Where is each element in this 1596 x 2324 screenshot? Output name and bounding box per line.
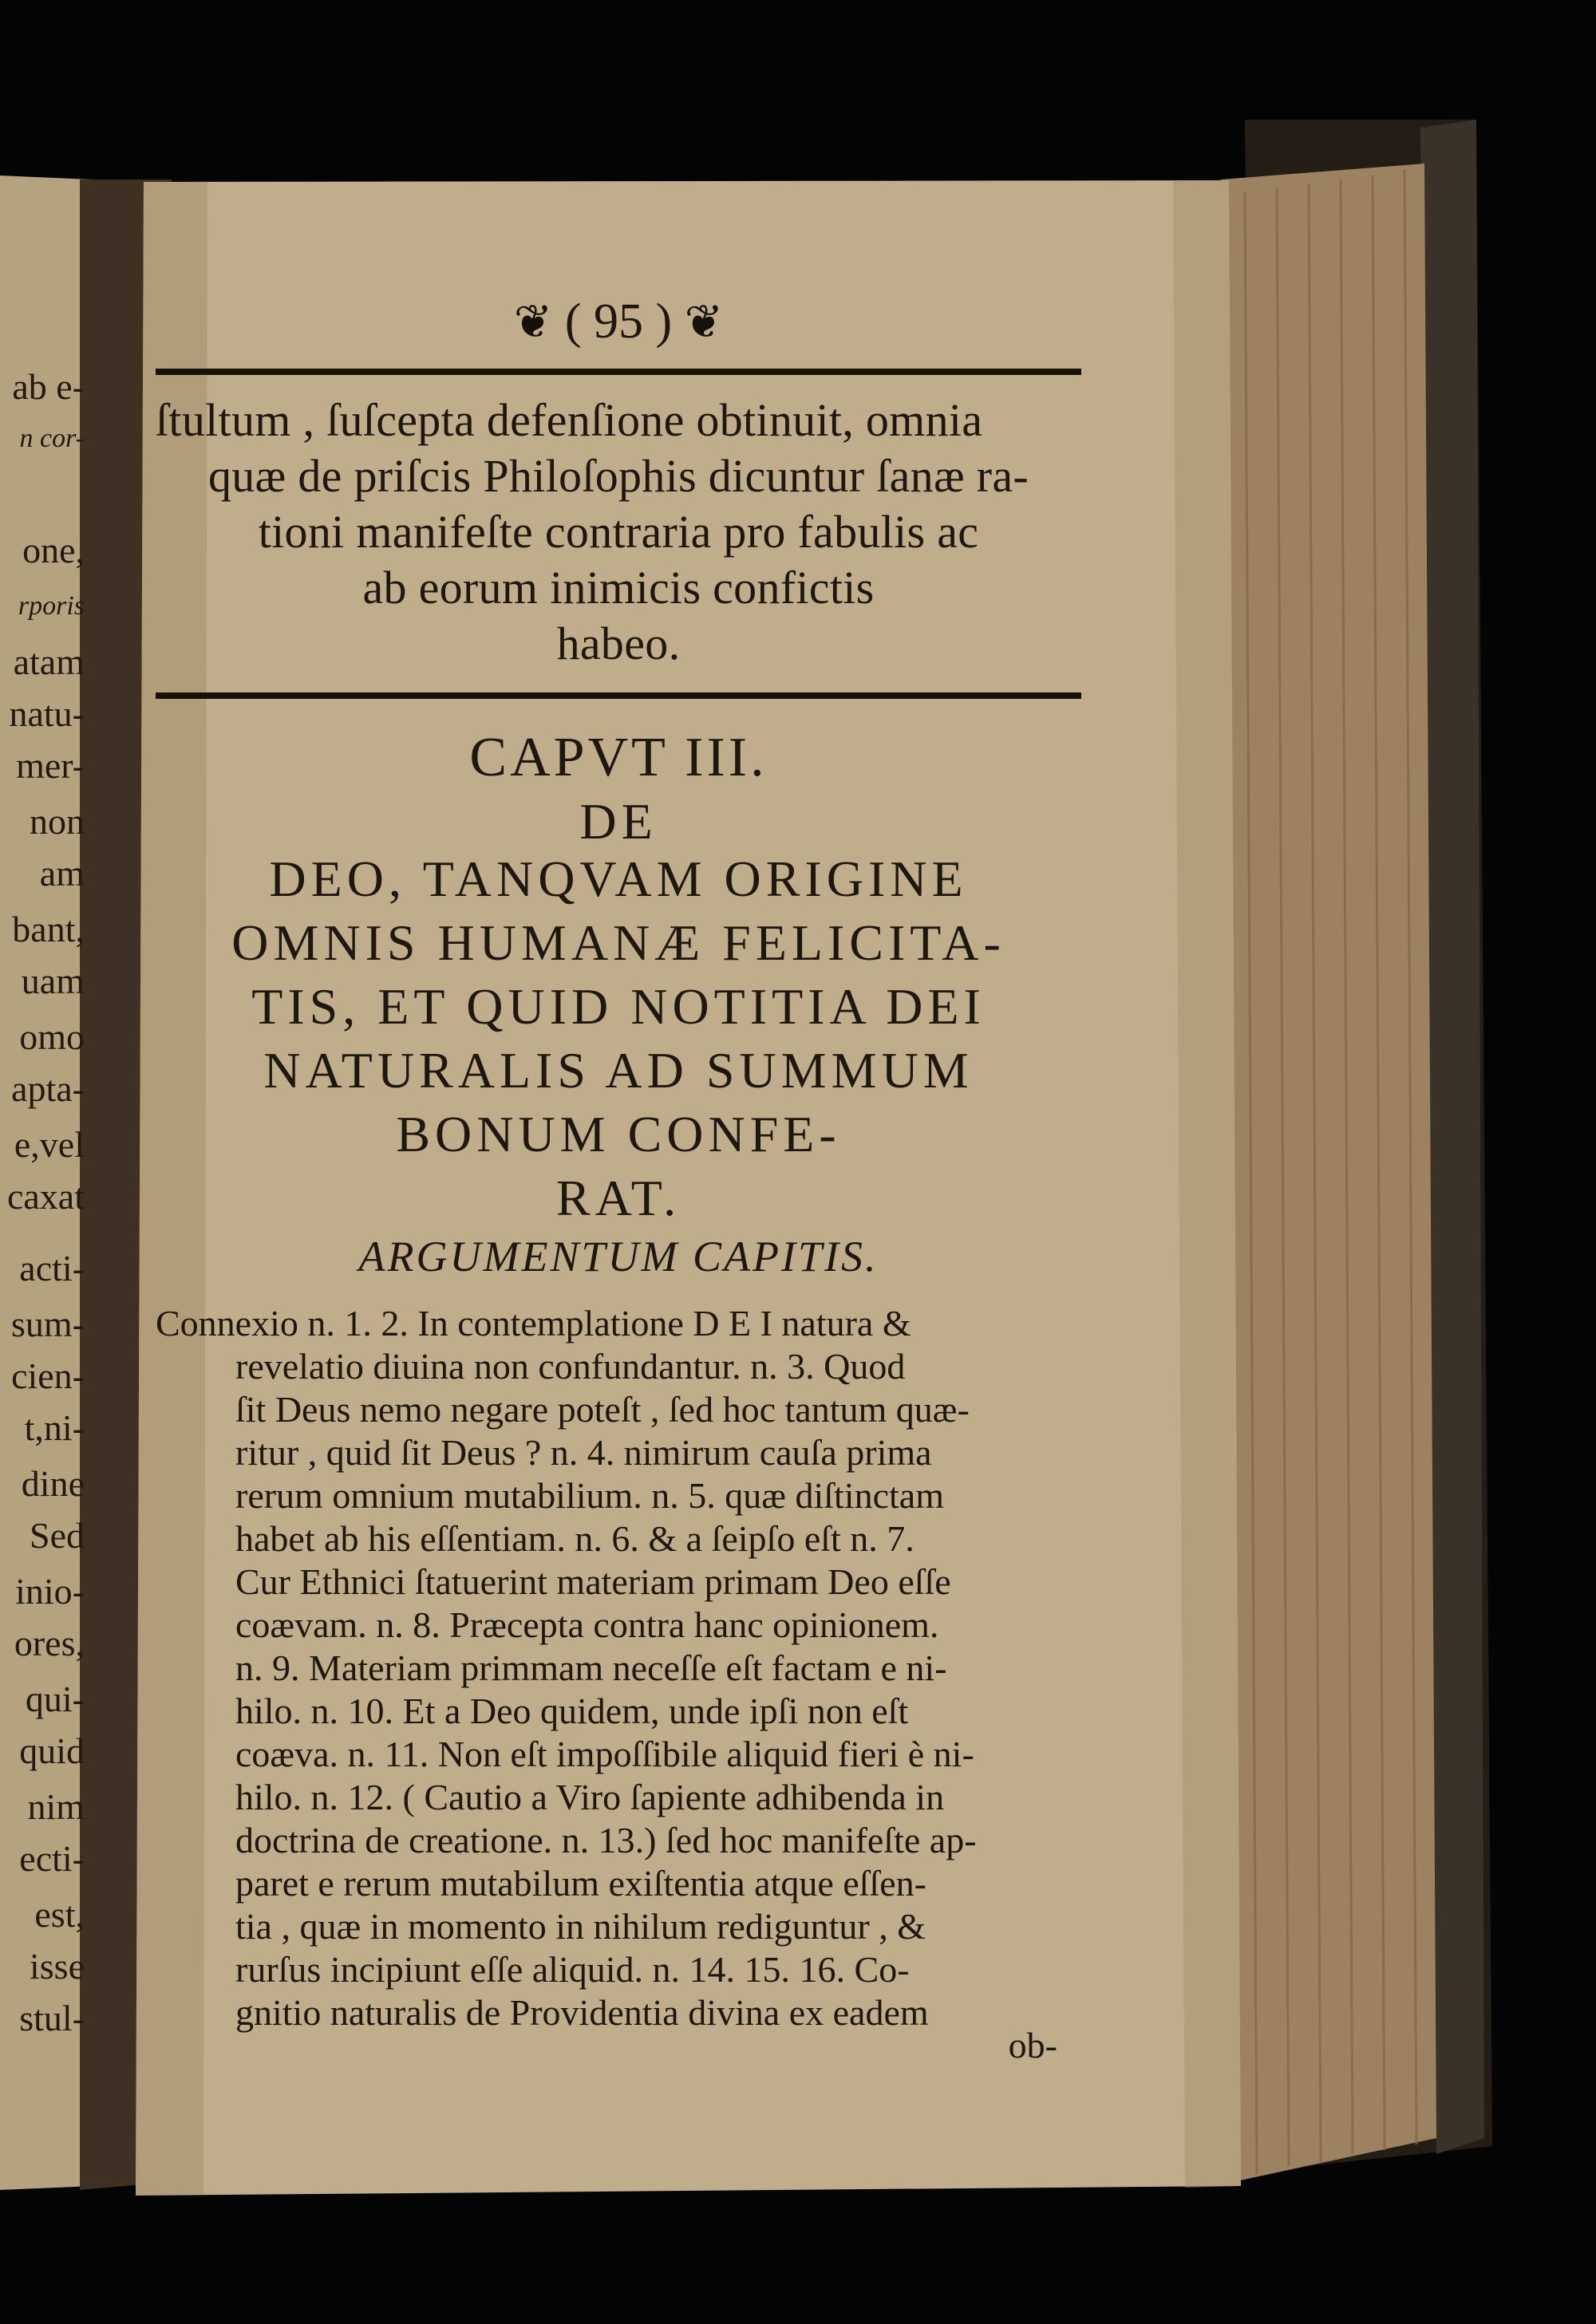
left-page-fragment: apta- bbox=[11, 1068, 85, 1109]
left-page-fragment: one, bbox=[22, 530, 85, 570]
argument-line: n. 9. Materiam primmam neceſſe eſt factam e ni- bbox=[235, 1647, 947, 1688]
left-page-fragment: natu- bbox=[9, 693, 85, 734]
argument-line: Cur Ethnici ſtatuerint materiam primam Deo eſſe bbox=[235, 1561, 951, 1602]
argument-line: rerum omnium mutabilium. n. 5. quæ diſtinctam bbox=[235, 1475, 944, 1516]
left-page-fragment: omo bbox=[19, 1016, 85, 1057]
page-number: ( 95 ) bbox=[564, 294, 673, 349]
left-page-fragment: est, bbox=[34, 1894, 85, 1935]
left-page-fragment: e,vel bbox=[14, 1124, 85, 1165]
left-page-fragment: cien- bbox=[11, 1355, 85, 1396]
argument-line: tia , quæ in momento in nihilum rediguntur , & bbox=[235, 1906, 926, 1947]
chapter-title-line-1: DEO, TANQVAM ORIGINE bbox=[269, 850, 968, 907]
book-page bbox=[156, 271, 1081, 2082]
left-page-fragment: acti- bbox=[19, 1248, 85, 1288]
top-rule bbox=[156, 369, 1081, 375]
chapter-title-line-2: OMNIS HUMANÆ FELICITA- bbox=[231, 914, 1005, 971]
left-page-fragment: nim bbox=[27, 1786, 85, 1827]
right-ornament-icon: ❦ bbox=[684, 296, 724, 348]
chapter-title-line-4: NATURALIS AD SUMMUM bbox=[263, 1042, 974, 1099]
argument-line: gnitio naturalis de Providentia divina ex eadem bbox=[235, 1992, 929, 2033]
left-page-fragment: ab e- bbox=[12, 366, 85, 407]
chapter-title-line-3: TIS, ET QUID NOTITIA DEI bbox=[251, 978, 986, 1035]
argument-line: revelatio diuina non confundantur. n. 3. Quod bbox=[235, 1346, 906, 1387]
argument-line: Connexio n. 1. 2. In contemplatione D E I natura & bbox=[156, 1303, 911, 1344]
section-rule bbox=[156, 692, 1081, 699]
left-page-fragment: sum- bbox=[11, 1304, 85, 1344]
left-page-fragment: non bbox=[30, 801, 85, 842]
argument-line: paret e rerum mutabilum exiſtentia atque eſſen- bbox=[235, 1863, 926, 1904]
left-page-fragment: isse bbox=[30, 1946, 85, 1987]
argument-title: ARGUMENTUM CAPITIS. bbox=[358, 1233, 879, 1280]
argument-line: habet ab his eſſentiam. n. 6. & a ſeipſo eſt n. 7. bbox=[235, 1518, 915, 1559]
left-page-fragment: n cor- bbox=[19, 424, 85, 453]
argument-line: coæva. n. 11. Non eſt impoſſibile aliquid fieri è ni- bbox=[235, 1734, 974, 1774]
left-page-fragment: mer- bbox=[16, 745, 85, 786]
chapter-label: CAPVT III. bbox=[469, 727, 768, 788]
left-page-fragment: stul- bbox=[19, 1998, 85, 2038]
running-head bbox=[156, 294, 1081, 357]
argument-line: ſit Deus nemo negare poteſt , ſed hoc tantum quæ- bbox=[235, 1389, 970, 1430]
opening-line-1: ſtultum , ſuſcepta defenſione obtinuit, omnia bbox=[156, 394, 983, 446]
left-page-fragment: uam bbox=[21, 961, 85, 1001]
chapter-title-line-6: RAT. bbox=[555, 1170, 681, 1226]
argument-line: hilo. n. 10. Et a Deo quidem, unde ipſi non eſt bbox=[235, 1691, 909, 1731]
argument-line: hilo. n. 12. ( Cautio a Viro ſapiente adhibenda in bbox=[235, 1777, 945, 1817]
left-page-fragment: quid bbox=[19, 1730, 85, 1771]
left-page-fragment: rporis bbox=[18, 591, 85, 621]
left-page-fragment: bant, bbox=[12, 909, 85, 949]
argument-line: ritur , quid ſit Deus ? n. 4. nimirum cauſa prima bbox=[235, 1432, 932, 1473]
opening-line-5: habeo. bbox=[556, 617, 681, 669]
left-page-fragment: atam bbox=[13, 641, 85, 682]
left-page-fragment: t,ni- bbox=[24, 1407, 85, 1448]
left-page-fragment: inio- bbox=[15, 1571, 85, 1612]
chapter-title-line-5: BONUM CONFE- bbox=[396, 1106, 841, 1162]
argument-line: doctrina de creatione. n. 13.) ſed hoc manifeſte ap- bbox=[235, 1820, 977, 1860]
argument-line: coævam. n. 8. Præcepta contra hanc opinionem. bbox=[235, 1604, 939, 1645]
catchword: ob- bbox=[1008, 2025, 1057, 2066]
left-page-fragment: ecti- bbox=[19, 1838, 85, 1879]
left-page-fragment: Sed bbox=[30, 1515, 85, 1556]
left-page-fragment: ores, bbox=[14, 1623, 85, 1663]
argument-line: rurſus incipiunt eſſe aliquid. n. 14. 15. 16. Co- bbox=[235, 1949, 910, 1990]
opening-line-4: ab eorum inimicis confictis bbox=[362, 562, 875, 614]
opening-line-3: tioni manifeſte contraria pro fabulis ac bbox=[258, 506, 979, 558]
left-page-fragment: qui- bbox=[25, 1679, 85, 1719]
de-label: DE bbox=[579, 793, 658, 850]
opening-line-2: quæ de priſcis Philoſophis dicuntur ſanæ ra- bbox=[207, 450, 1029, 502]
left-page-fragment: am bbox=[39, 853, 85, 894]
left-ornament-icon: ❦ bbox=[513, 296, 553, 348]
left-page-fragment: dine bbox=[21, 1463, 85, 1504]
left-page-fragment: caxat bbox=[6, 1176, 85, 1217]
